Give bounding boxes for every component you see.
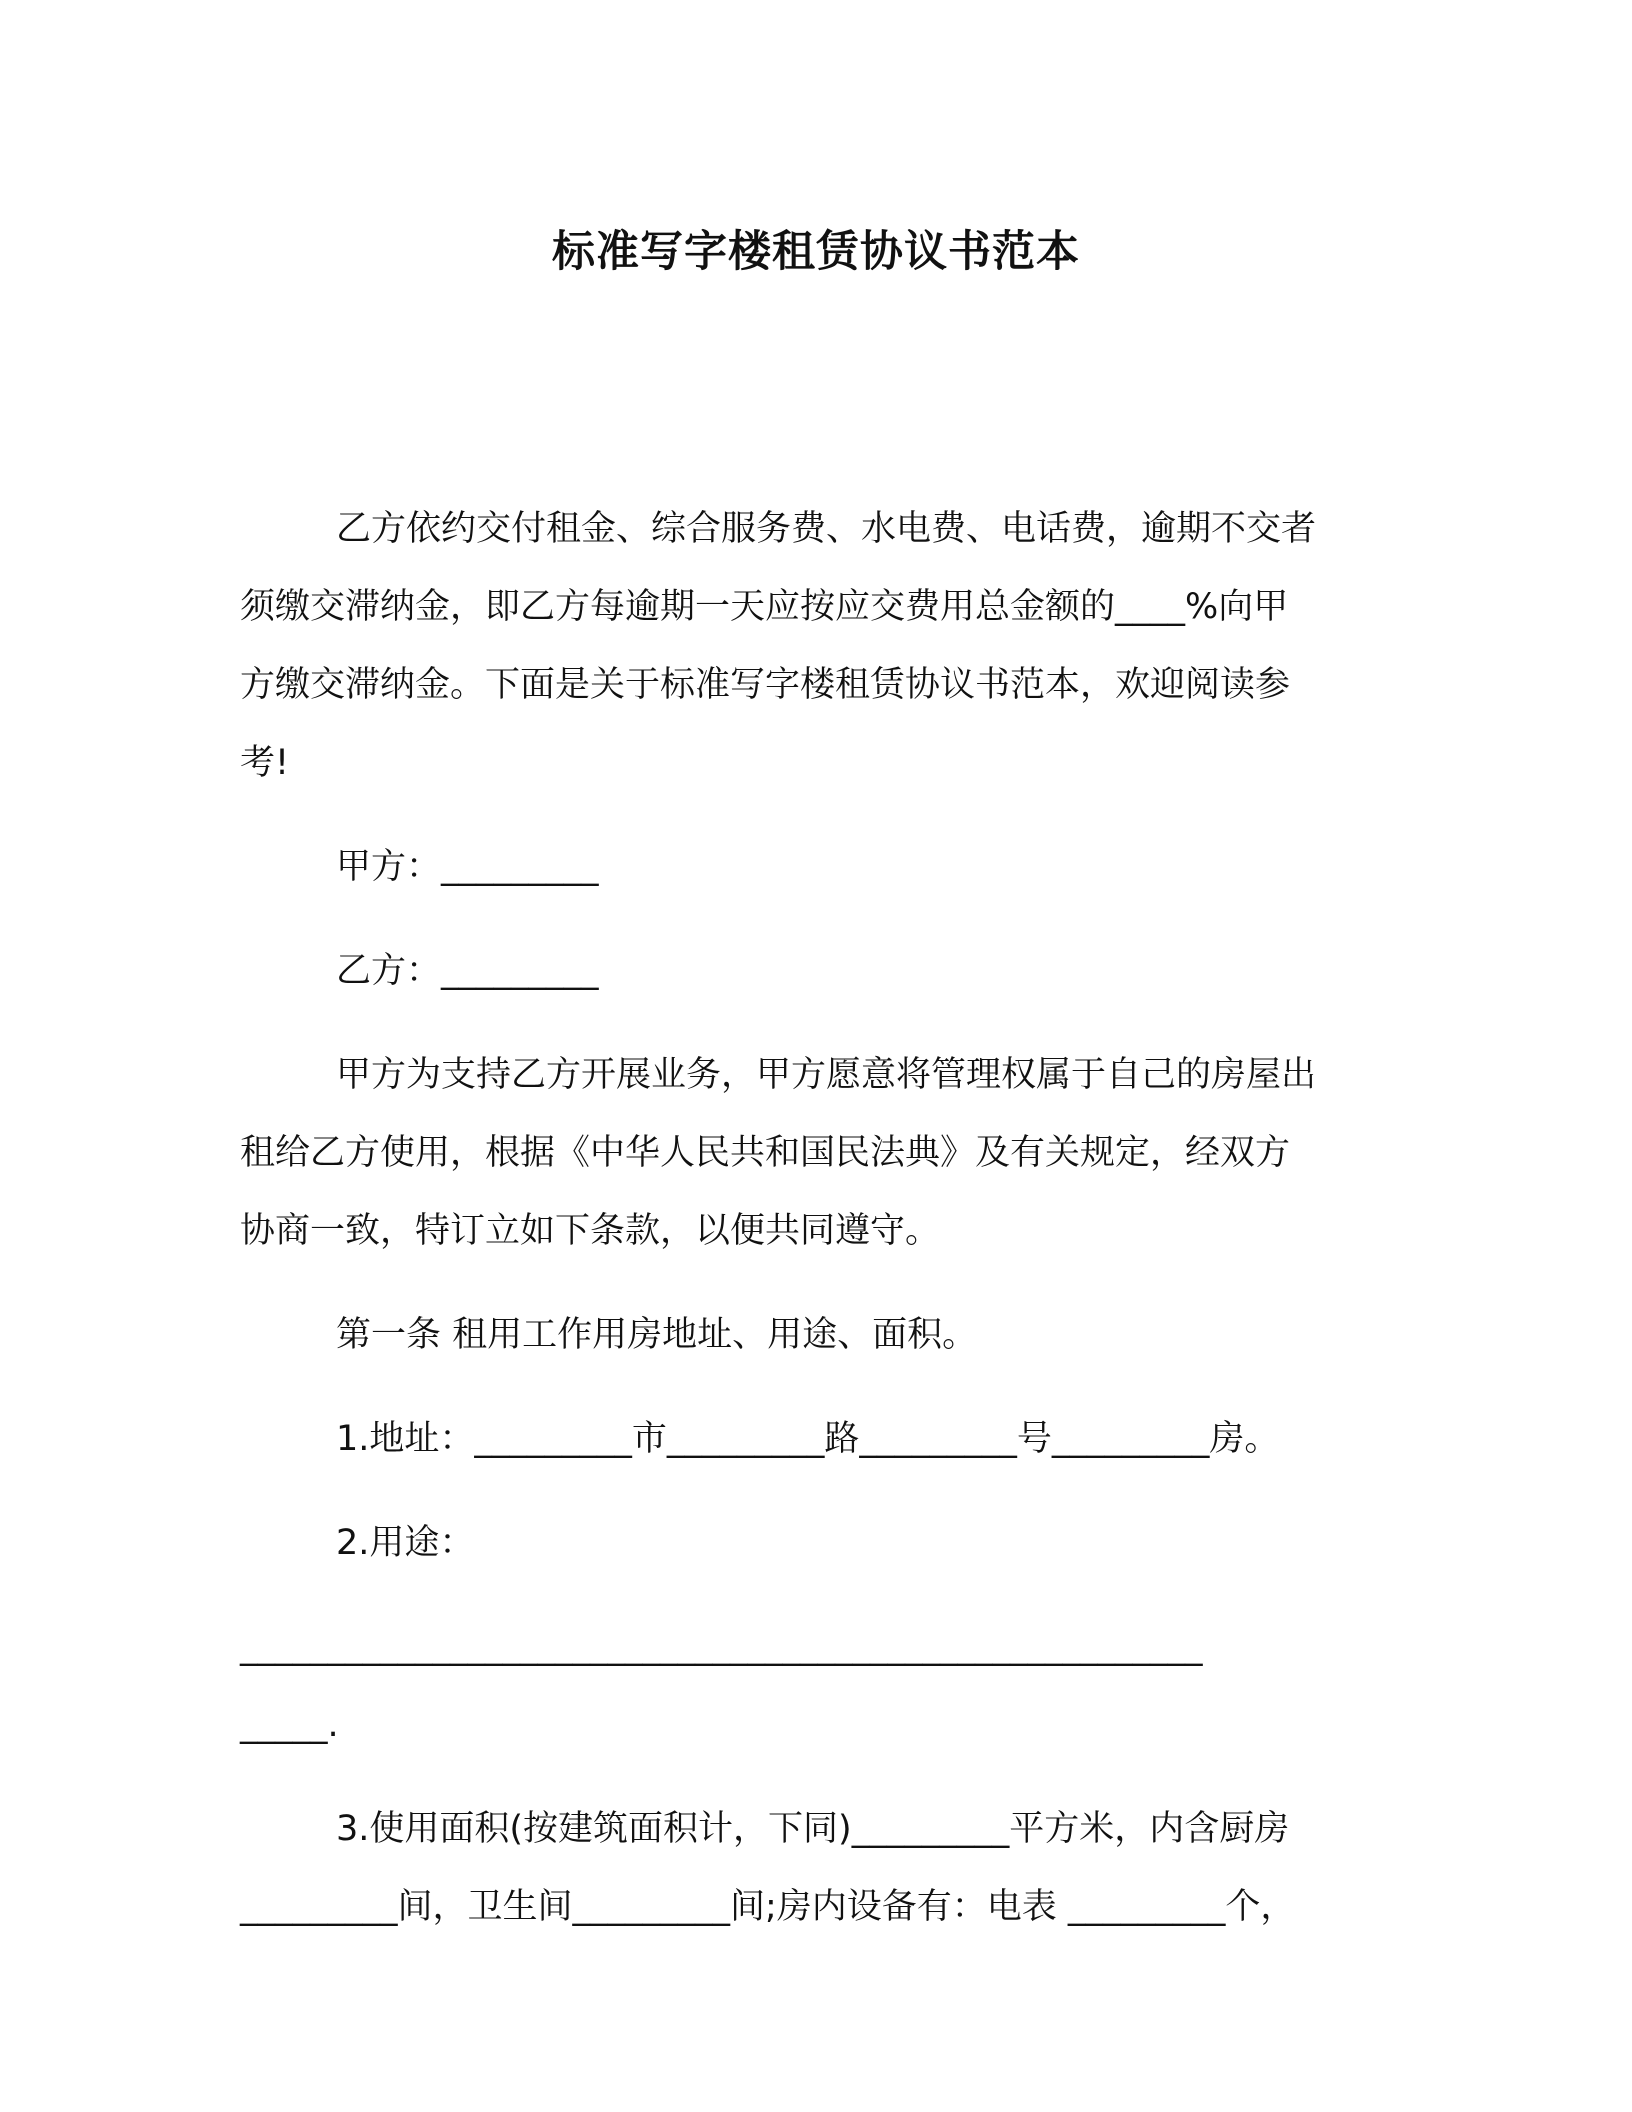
use-blank-line-2: _____. — [240, 1705, 339, 1745]
use-blank-paragraph — [240, 1608, 1390, 1764]
area-line-2: _________间，卫生间_________间;房内设备有：电表 _________个， — [240, 1887, 1296, 1927]
party-a-line: 甲方：_________ — [336, 847, 599, 887]
agreement-line-3: 协商一致，特订立如下条款，以便共同遵守。 — [240, 1211, 941, 1251]
party-b-line: 乙方：_________ — [336, 951, 599, 991]
document-body — [240, 490, 1390, 1972]
intro-line-3: 方缴交滞纳金。下面是关于标准写字楼租赁协议书范本，欢迎阅读参 — [240, 665, 1291, 705]
agreement-paragraph — [240, 1036, 1390, 1270]
agreement-line-1: 甲方为支持乙方开展业务，甲方愿意将管理权属于自己的房屋出 — [336, 1055, 1317, 1095]
area-line-1: 3.使用面积(按建筑面积计，下同)_________平方米，内含厨房 — [336, 1809, 1290, 1849]
use-label: 2.用途： — [336, 1523, 475, 1563]
area-paragraph — [240, 1790, 1390, 1946]
intro-line-1: 乙方依约交付租金、综合服务费、水电费、电话费，逾期不交者 — [336, 509, 1317, 549]
document-title: 标准写字楼租赁协议书范本 — [552, 227, 1080, 277]
agreement-line-2: 租给乙方使用，根据《中华人民共和国民法典》及有关规定，经双方 — [240, 1133, 1291, 1173]
intro-line-2: 须缴交滞纳金，即乙方每逾期一天应按应交费用总金额的____%向甲 — [240, 587, 1289, 627]
address-line: 1.地址：_________市_________路_________号_________房。 — [336, 1419, 1280, 1459]
intro-paragraph — [240, 490, 1390, 802]
article-one-heading: 第一条 租用工作用房地址、用途、面积。 — [336, 1315, 978, 1355]
use-blank-line-1: _______________________________________________________ — [240, 1627, 1203, 1667]
intro-line-4: 考! — [240, 743, 290, 783]
